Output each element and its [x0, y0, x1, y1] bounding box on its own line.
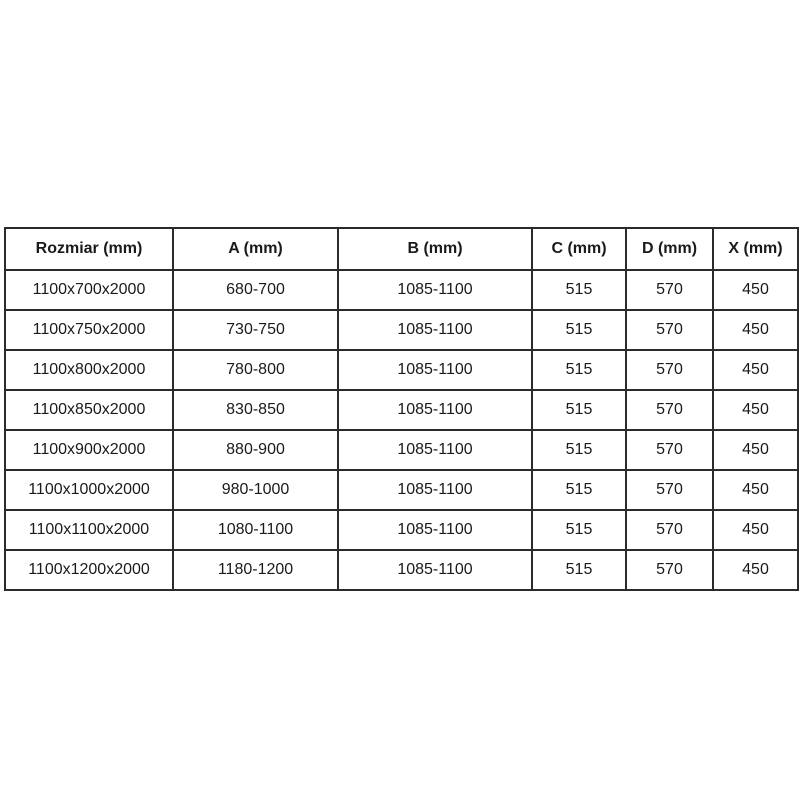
table-cell: 570	[626, 550, 713, 590]
table-cell: 450	[713, 470, 798, 510]
table-cell: 880-900	[173, 430, 338, 470]
table-cell: 515	[532, 350, 626, 390]
table-cell: 450	[713, 550, 798, 590]
table-cell: 1085-1100	[338, 390, 532, 430]
size-spec-table	[4, 227, 799, 591]
table-cell: 450	[713, 350, 798, 390]
table-header	[5, 228, 798, 270]
header-cell-c: C (mm)	[532, 228, 626, 270]
table-cell: 1100x850x2000	[5, 390, 173, 430]
table-cell: 1085-1100	[338, 270, 532, 310]
table-row	[5, 310, 798, 350]
table-row	[5, 510, 798, 550]
table-cell: 1085-1100	[338, 350, 532, 390]
table-cell: 1085-1100	[338, 550, 532, 590]
table-cell: 730-750	[173, 310, 338, 350]
table-cell: 1100x900x2000	[5, 430, 173, 470]
table-cell: 570	[626, 350, 713, 390]
table-row	[5, 350, 798, 390]
table-cell: 515	[532, 430, 626, 470]
table-cell: 570	[626, 430, 713, 470]
header-cell-b: B (mm)	[338, 228, 532, 270]
table-cell: 1085-1100	[338, 470, 532, 510]
table-cell: 515	[532, 510, 626, 550]
header-cell-rozmiar: Rozmiar (mm)	[5, 228, 173, 270]
header-cell-a: A (mm)	[173, 228, 338, 270]
table-body	[5, 270, 798, 590]
table-cell: 1100x1100x2000	[5, 510, 173, 550]
table-cell: 1085-1100	[338, 510, 532, 550]
table-cell: 830-850	[173, 390, 338, 430]
table-row	[5, 390, 798, 430]
table-cell: 450	[713, 430, 798, 470]
table-cell: 570	[626, 510, 713, 550]
table-cell: 450	[713, 510, 798, 550]
table-cell: 515	[532, 550, 626, 590]
table-cell: 570	[626, 310, 713, 350]
table-cell: 780-800	[173, 350, 338, 390]
table-cell: 1100x750x2000	[5, 310, 173, 350]
table-header-row	[5, 228, 798, 270]
table-cell: 515	[532, 310, 626, 350]
table-cell: 980-1000	[173, 470, 338, 510]
header-cell-d: D (mm)	[626, 228, 713, 270]
table-row	[5, 470, 798, 510]
table-cell: 450	[713, 390, 798, 430]
table-cell: 570	[626, 270, 713, 310]
table-row	[5, 270, 798, 310]
table-cell: 1100x1000x2000	[5, 470, 173, 510]
table-cell: 1100x800x2000	[5, 350, 173, 390]
table-cell: 450	[713, 310, 798, 350]
table-cell: 515	[532, 390, 626, 430]
table-cell: 680-700	[173, 270, 338, 310]
table-cell: 515	[532, 270, 626, 310]
header-cell-x: X (mm)	[713, 228, 798, 270]
table-cell: 515	[532, 470, 626, 510]
table-row	[5, 430, 798, 470]
table-cell: 570	[626, 470, 713, 510]
table-cell: 1180-1200	[173, 550, 338, 590]
table-cell: 1080-1100	[173, 510, 338, 550]
table-row	[5, 550, 798, 590]
table-cell: 1100x700x2000	[5, 270, 173, 310]
table-cell: 570	[626, 390, 713, 430]
table-cell: 1085-1100	[338, 430, 532, 470]
table-cell: 450	[713, 270, 798, 310]
table-cell: 1100x1200x2000	[5, 550, 173, 590]
table-cell: 1085-1100	[338, 310, 532, 350]
